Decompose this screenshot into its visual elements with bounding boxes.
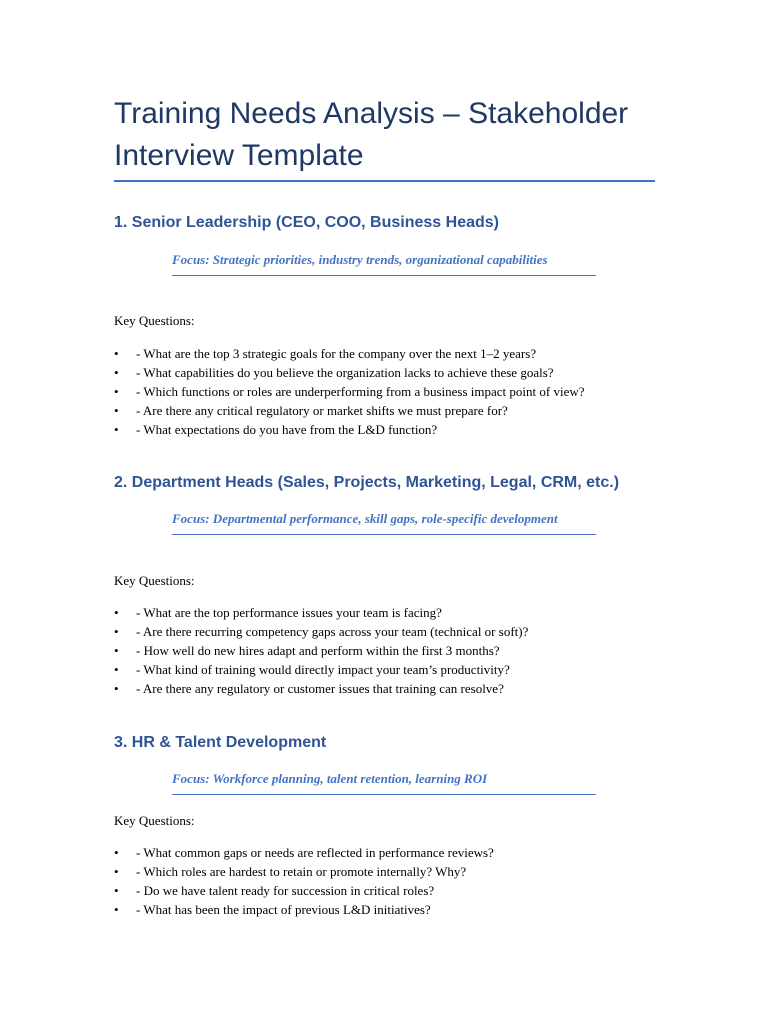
- focus-note: Focus: Workforce planning, talent retention, learning ROI: [172, 769, 596, 795]
- question-text: - What capabilities do you believe the organization lacks to achieve these goals?: [136, 365, 554, 380]
- bullet-icon: •: [114, 662, 119, 677]
- bullet-icon: •: [114, 883, 119, 898]
- question-text: - How well do new hires adapt and perform within the first 3 months?: [136, 643, 500, 658]
- question-text: - What are the top performance issues your team is facing?: [136, 605, 442, 620]
- bullet-icon: •: [114, 643, 119, 658]
- question-text: - Are there any critical regulatory or market shifts we must prepare for?: [136, 403, 508, 418]
- key-questions-label: Key Questions:: [114, 313, 195, 328]
- bullet-icon: •: [114, 681, 119, 696]
- bullet-icon: •: [114, 403, 119, 418]
- question-text: - Do we have talent ready for succession in critical roles?: [136, 883, 435, 898]
- bullet-icon: •: [114, 384, 119, 399]
- key-questions-label: Key Questions:: [114, 813, 195, 828]
- section-heading: 3. HR & Talent Development: [114, 734, 327, 751]
- question-text: - What are the top 3 strategic goals for the company over the next 1–2 years?: [136, 346, 537, 361]
- question-text: - Which functions or roles are underperforming from a business impact point of view?: [136, 384, 585, 399]
- key-questions-label: Key Questions:: [114, 573, 195, 588]
- bullet-icon: •: [114, 845, 119, 860]
- question-text: - Are there recurring competency gaps across your team (technical or soft)?: [136, 624, 529, 639]
- bullet-icon: •: [114, 902, 119, 917]
- question-text: - What common gaps or needs are reflected in performance reviews?: [136, 845, 494, 860]
- section-heading: 2. Department Heads (Sales, Projects, Marketing, Legal, CRM, etc.): [114, 474, 620, 491]
- question-text: - Are there any regulatory or customer issues that training can resolve?: [136, 681, 504, 696]
- bullet-icon: •: [114, 365, 119, 380]
- page-title: Training Needs Analysis – Stakeholder Interview Template: [114, 97, 629, 172]
- question-text: - What has been the impact of previous L&D initiatives?: [136, 902, 431, 917]
- section-heading: 1. Senior Leadership (CEO, COO, Business Heads): [114, 214, 499, 231]
- title-divider: [114, 180, 655, 182]
- bullet-icon: •: [114, 422, 119, 437]
- bullet-icon: •: [114, 624, 119, 639]
- question-text: - What kind of training would directly impact your team’s productivity?: [136, 662, 510, 677]
- focus-note: Focus: Departmental performance, skill gaps, role-specific development: [172, 509, 596, 535]
- question-text: - Which roles are hardest to retain or promote internally? Why?: [136, 864, 467, 879]
- question-text: - What expectations do you have from the L&D function?: [136, 422, 438, 437]
- bullet-icon: •: [114, 346, 119, 361]
- bullet-icon: •: [114, 605, 119, 620]
- bullet-icon: •: [114, 864, 119, 879]
- focus-note: Focus: Strategic priorities, industry trends, organizational capabilities: [172, 250, 596, 276]
